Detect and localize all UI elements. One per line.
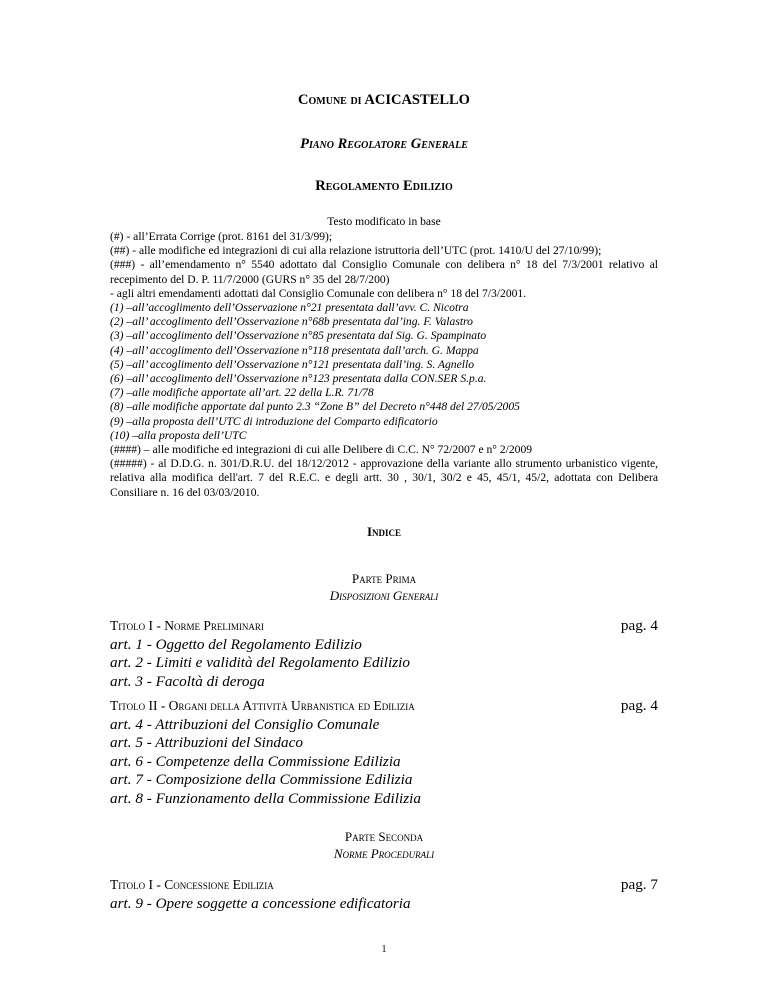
- note-line: (7) –alle modifiche apportate all’art. 22 della L.R. 71/78: [110, 386, 374, 400]
- toc-section: [110, 876, 658, 913]
- toc-article-label: art. 7 - Composizione della Commissione Edilizia: [110, 771, 413, 789]
- toc-title: Titolo I - Concessione Edilizia: [110, 877, 274, 892]
- toc-article-label: art. 2 - Limiti e validità del Regolamento Edilizio: [110, 654, 410, 672]
- part-name: Parte Prima: [351, 571, 417, 586]
- toc-article-label: art. 9 - Opere soggette a concessione edificatoria: [110, 894, 411, 912]
- indice-heading: Indice: [366, 524, 402, 539]
- toc-title-row: [110, 697, 658, 716]
- toc-article-label: art. 5 - Attribuzioni del Sindaco: [110, 734, 303, 752]
- part-subtitle: Disposizioni Generali: [329, 588, 439, 603]
- toc-article: [110, 753, 658, 772]
- toc-page: pag. 4: [620, 697, 658, 714]
- toc-title: Titolo II - Organi della Attività Urbanistica ed Edilizia: [110, 698, 415, 713]
- comune-heading: Comune di ACICASTELLO: [298, 92, 470, 108]
- note-line: (6) –all’ accoglimento dell’Osservazione n°123 presentata dalla CON.SER S.p.a.: [110, 372, 487, 386]
- note-line: (9) –alla proposta dell’UTC di introduzione del Comparto edificatorio: [110, 414, 438, 428]
- note-line: - agli altri emendamenti adottati dal Consiglio Comunale con delibera n° 18 del 7/3/2001.: [110, 286, 527, 300]
- note-line: (###) - all’emendamento n° 5540 adottato dal Consiglio Comunale con delibera n° 18 del 7/3/2001 relativo al recepimento del D. P. 11/7/2000 (GURS n° 35 del 28/7/200): [110, 258, 658, 286]
- note-line: (4) –all’ accoglimento dell’Osservazione n°118 presentata dall’arch. G. Mappa: [110, 343, 479, 357]
- note-line: (#) - all’Errata Corrige (prot. 8161 del 31/3/99);: [110, 230, 333, 243]
- toc-title: Titolo I - Norme Preliminari: [110, 618, 264, 633]
- part-name: Parte Seconda: [344, 829, 424, 844]
- toc-article-label: art. 3 - Facoltà di deroga: [110, 672, 265, 690]
- toc-page: pag. 7: [620, 876, 658, 893]
- toc-page: pag. 4: [620, 617, 658, 634]
- note-line: (1) –all’accoglimento dell’Osservazione n°21 presentata dall’avv. C. Nicotra: [110, 301, 469, 315]
- toc-article-label: art. 1 - Oggetto del Regolamento Edilizio: [110, 635, 362, 653]
- toc-article: [110, 673, 658, 692]
- note-line: (####) – alle modifiche ed integrazioni di cui alle Delibere di C.C. N° 72/2007 e n° 2/2009: [110, 443, 533, 457]
- notes-intro: Testo modificato in base: [327, 215, 441, 228]
- note-line: (#####) - al D.D.G. n. 301/D.R.U. del 18/12/2012 - approvazione della variante allo strumento urbanistico vigente, relativa alla modifica dell'art. 7 del R.E.C. e degli artt. 30 , 30/1, 30/2 e 45, 45/1, 45/2, adottata con Delibera Consiliare n. 16 del 03/03/2010.: [110, 457, 658, 499]
- toc-article: [110, 734, 658, 753]
- note-line: (2) –all’ accoglimento dell’Osservazione n°68b presentata dal’ing. F. Valastro: [110, 315, 473, 329]
- notes-list: [110, 230, 658, 500]
- note-line: (8) –alle modifiche apportate dal punto 2.3 “Zone B” del Decreto n°448 del 27/05/2005: [110, 400, 520, 414]
- toc-article: [110, 654, 658, 673]
- toc-section: [110, 617, 658, 691]
- toc-article: [110, 895, 658, 914]
- piano-heading: Piano Regolatore Generale: [300, 136, 468, 152]
- page-number: 1: [381, 944, 387, 955]
- note-line: (10) –alla proposta dell’UTC: [110, 428, 247, 442]
- toc-article: [110, 790, 658, 809]
- toc-article: [110, 716, 658, 735]
- note-line: (5) –all’ accoglimento dell’Osservazione n°121 presentata dall’ing. S. Agnello: [110, 357, 474, 371]
- note-line: (##) - alle modifiche ed integrazioni di cui alla relazione istruttoria dell’UTC (prot. 1410/U del 27/10/99);: [110, 244, 602, 258]
- toc-article-label: art. 8 - Funzionamento della Commissione Edilizia: [110, 789, 421, 807]
- toc-title-row: [110, 617, 658, 636]
- toc-title-row: [110, 876, 658, 895]
- toc-article-label: art. 4 - Attribuzioni del Consiglio Comunale: [110, 715, 380, 733]
- toc-section: [110, 697, 658, 809]
- part-subtitle: Norme Procedurali: [333, 846, 435, 861]
- toc-article: [110, 636, 658, 655]
- toc-article: [110, 771, 658, 790]
- toc-article-label: art. 6 - Competenze della Commissione Edilizia: [110, 752, 401, 770]
- regolamento-heading: Regolamento Edilizio: [315, 178, 453, 194]
- note-line: (3) –all’ accoglimento dell’Osservazione n°85 presentata dal Sig. G. Spampinato: [110, 329, 487, 343]
